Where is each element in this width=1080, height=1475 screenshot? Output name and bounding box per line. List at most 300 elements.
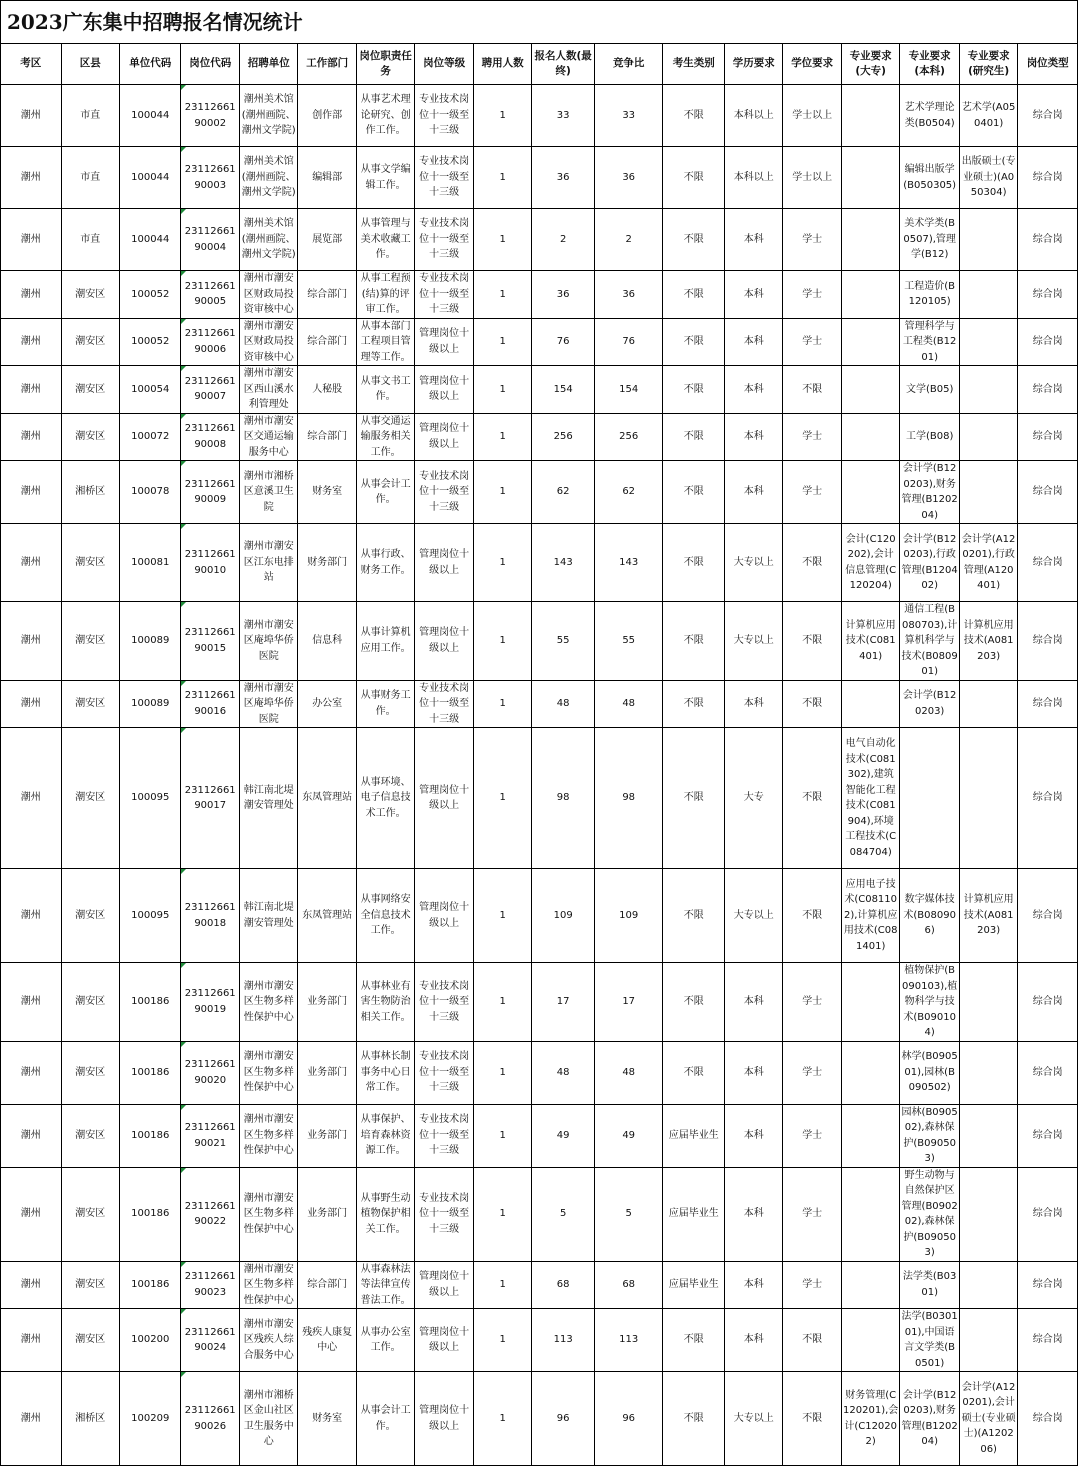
column-header: 考生类别 [663,44,725,85]
table-cell: 计算机应用技术(A081203) [959,869,1017,963]
table-cell: 管理岗位十级以上 [415,1261,473,1309]
table-cell: 33 [594,85,663,147]
column-header: 岗位代码 [181,44,239,85]
table-cell: 综合部门 [298,413,356,461]
table-cell: 17 [594,963,663,1042]
table-cell [959,318,1017,366]
table-cell: 100052 [119,271,181,319]
table-cell [841,1041,899,1104]
table-cell: 管理岗位十级以上 [415,1309,473,1372]
table-cell: 1 [473,413,531,461]
table-cell: 综合岗 [1018,413,1078,461]
table-cell: 潮安区 [61,1309,119,1372]
table-body [1,85,1078,1466]
table-cell: 不限 [783,869,841,963]
table-row [1,209,1078,271]
table-cell: 潮安区 [61,680,119,728]
table-cell: 潮州市潮安区交通运输服务中心 [239,413,297,461]
table-cell: 专业技术岗位十一级至十三级 [415,1104,473,1167]
table-cell: 1 [473,318,531,366]
table-row [1,963,1078,1042]
table-cell: 潮州市潮安区西山溪水利管理处 [239,366,297,414]
table-cell: 综合岗 [1018,147,1078,209]
table-cell: 55 [594,602,663,681]
table-cell: 2311266190003 [181,147,239,209]
table-cell: 潮州 [1,1261,62,1309]
table-row [1,680,1078,728]
table-cell: 2311266190019 [181,963,239,1042]
table-cell: 1 [473,869,531,963]
table-cell: 从事会计工作。 [356,1372,414,1466]
table-cell: 98 [532,728,595,869]
table-cell: 2311266190023 [181,1261,239,1309]
table-cell: 100186 [119,963,181,1042]
column-header: 专业要求(本科) [900,44,959,85]
table-cell: 1 [473,271,531,319]
table-cell: 管理岗位十级以上 [415,602,473,681]
table-cell [841,1309,899,1372]
table-cell: 野生动物与自然保护区管理(B090202),森林保护(B090503) [900,1167,959,1261]
table-cell: 96 [532,1372,595,1466]
table-cell: 本科以上 [724,147,782,209]
table-cell: 大专以上 [724,602,782,681]
column-header: 竞争比 [594,44,663,85]
table-cell: 专业技术岗位十一级至十三级 [415,461,473,524]
table-cell: 会计学(B120203),财务管理(B120204) [900,1372,959,1466]
table-cell: 应用电子技术(C081102),计算机应用技术(C081401) [841,869,899,963]
table-cell: 专业技术岗位十一级至十三级 [415,85,473,147]
table-cell: 2311266190026 [181,1372,239,1466]
table-cell: 展览部 [298,209,356,271]
table-cell: 256 [532,413,595,461]
table-cell: 本科 [724,963,782,1042]
table-cell: 76 [532,318,595,366]
table-cell: 潮州市湘桥区意溪卫生院 [239,461,297,524]
table-cell: 综合岗 [1018,602,1078,681]
column-header: 岗位职责任务 [356,44,414,85]
table-cell: 潮安区 [61,366,119,414]
table-cell: 从事会计工作。 [356,461,414,524]
table-cell: 学士 [783,209,841,271]
table-cell: 潮州市潮安区生物多样性保护中心 [239,963,297,1042]
table-cell [841,461,899,524]
table-cell: 不限 [783,1372,841,1466]
recruitment-table [0,43,1078,1466]
table-cell: 大专以上 [724,869,782,963]
table-cell: 113 [532,1309,595,1372]
table-cell: 不限 [663,1309,725,1372]
table-cell: 财务部门 [298,524,356,602]
table-cell: 办公室 [298,680,356,728]
table-cell: 不限 [663,413,725,461]
table-cell: 从事财务工作。 [356,680,414,728]
table-row [1,461,1078,524]
table-cell: 专业技术岗位十一级至十三级 [415,147,473,209]
table-cell [841,1261,899,1309]
table-cell [841,271,899,319]
table-cell [841,1104,899,1167]
table-cell: 应届毕业生 [663,1104,725,1167]
table-cell: 本科 [724,1041,782,1104]
table-cell [959,1261,1017,1309]
table-row [1,318,1078,366]
table-cell: 100044 [119,147,181,209]
table-cell: 不限 [663,147,725,209]
table-cell: 潮州市潮安区生物多样性保护中心 [239,1104,297,1167]
table-cell: 会计学(B120203),财务管理(B120204) [900,461,959,524]
table-cell: 本科 [724,1261,782,1309]
table-cell: 综合岗 [1018,1261,1078,1309]
table-row [1,728,1078,869]
table-cell: 62 [594,461,663,524]
table-cell: 学士 [783,1104,841,1167]
table-cell: 综合岗 [1018,1041,1078,1104]
table-cell: 潮州 [1,147,62,209]
table-cell: 会计学(A120201),行政管理(A120401) [959,524,1017,602]
table-cell: 潮安区 [61,869,119,963]
table-cell: 法学(B030101),中国语言文学类(B0501) [900,1309,959,1372]
table-cell: 2311266190009 [181,461,239,524]
table-cell: 不限 [663,728,725,869]
table-cell: 100052 [119,318,181,366]
table-cell: 综合岗 [1018,1104,1078,1167]
table-cell: 业务部门 [298,1041,356,1104]
table-cell: 100078 [119,461,181,524]
table-cell [959,271,1017,319]
table-cell: 潮州 [1,869,62,963]
table-cell: 管理岗位十级以上 [415,869,473,963]
table-cell: 潮州 [1,461,62,524]
table-cell: 潮州 [1,1104,62,1167]
table-cell: 潮州 [1,413,62,461]
table-cell: 49 [532,1104,595,1167]
table-cell: 100089 [119,602,181,681]
table-cell: 市直 [61,209,119,271]
table-cell: 154 [594,366,663,414]
table-cell: 综合岗 [1018,524,1078,602]
table-cell: 管理岗位十级以上 [415,1372,473,1466]
table-cell: 本科 [724,366,782,414]
table-cell: 会计学(B120203),行政管理(B120402) [900,524,959,602]
table-cell: 不限 [783,728,841,869]
table-cell: 潮州市潮安区生物多样性保护中心 [239,1167,297,1261]
table-cell: 学士 [783,318,841,366]
table-cell: 109 [594,869,663,963]
table-cell: 综合岗 [1018,85,1078,147]
table-cell: 1 [473,1261,531,1309]
table-cell: 不限 [663,209,725,271]
table-cell [959,963,1017,1042]
table-cell: 从事文书工作。 [356,366,414,414]
table-cell: 本科 [724,1309,782,1372]
table-cell: 不限 [783,366,841,414]
table-cell: 100200 [119,1309,181,1372]
table-cell: 综合部门 [298,271,356,319]
table-cell: 综合岗 [1018,1167,1078,1261]
table-cell: 会计学(B120203) [900,680,959,728]
table-cell: 残疾人康复中心 [298,1309,356,1372]
table-cell: 创作部 [298,85,356,147]
table-cell: 潮州 [1,680,62,728]
table-cell: 综合岗 [1018,318,1078,366]
table-cell: 潮州美术馆(潮州画院、潮州文学院) [239,85,297,147]
table-cell: 编辑部 [298,147,356,209]
table-cell: 会计学(A120201),会计硕士(专业硕士)(A120206) [959,1372,1017,1466]
table-cell: 100044 [119,209,181,271]
table-cell: 学士 [783,271,841,319]
table-cell: 2311266190020 [181,1041,239,1104]
table-cell: 143 [594,524,663,602]
table-cell [959,728,1017,869]
table-cell: 100054 [119,366,181,414]
table-cell: 从事本部门工程项目管理等工作。 [356,318,414,366]
table-cell: 36 [594,147,663,209]
table-cell: 100209 [119,1372,181,1466]
table-cell: 专业技术岗位十一级至十三级 [415,1167,473,1261]
table-row [1,85,1078,147]
table-cell: 不限 [663,963,725,1042]
table-cell: 本科 [724,680,782,728]
table-cell: 市直 [61,85,119,147]
table-cell: 不限 [663,869,725,963]
table-cell: 本科以上 [724,85,782,147]
table-cell: 109 [532,869,595,963]
table-cell: 本科 [724,271,782,319]
table-cell: 从事行政、财务工作。 [356,524,414,602]
table-cell: 1 [473,366,531,414]
table-cell: 应届毕业生 [663,1167,725,1261]
table-cell: 人秘股 [298,366,356,414]
table-cell: 综合部门 [298,318,356,366]
table-cell: 潮安区 [61,1167,119,1261]
table-cell: 业务部门 [298,1167,356,1261]
table-row [1,524,1078,602]
column-header: 岗位等级 [415,44,473,85]
table-row [1,1041,1078,1104]
table-cell [841,963,899,1042]
table-cell: 潮州市潮安区财政局投资审核中心 [239,318,297,366]
table-cell [959,1041,1017,1104]
table-cell: 从事环境、电子信息技术工作。 [356,728,414,869]
table-cell: 不限 [663,680,725,728]
table-cell: 17 [532,963,595,1042]
table-cell: 财务管理(C120201),会计(C120202) [841,1372,899,1466]
table-cell: 不限 [663,461,725,524]
table-cell: 综合岗 [1018,1309,1078,1372]
table-cell: 本科 [724,1104,782,1167]
table-row [1,271,1078,319]
table-cell: 不限 [663,524,725,602]
table-cell: 综合部门 [298,1261,356,1309]
table-cell [841,85,899,147]
table-cell: 96 [594,1372,663,1466]
table-cell: 园林(B090502),森林保护(B090503) [900,1104,959,1167]
table-cell: 潮州市湘桥区金山社区卫生服务中心 [239,1372,297,1466]
table-cell: 韩江南北堤潮安管理处 [239,869,297,963]
table-cell: 100186 [119,1261,181,1309]
column-header: 报名人数(最终) [532,44,595,85]
table-cell: 55 [532,602,595,681]
table-cell: 不限 [783,680,841,728]
table-cell: 专业技术岗位十一级至十三级 [415,209,473,271]
table-cell: 2311266190002 [181,85,239,147]
table-cell: 林学(B090501),园林(B090502) [900,1041,959,1104]
table-cell: 工学(B08) [900,413,959,461]
table-row [1,869,1078,963]
table-cell: 本科 [724,413,782,461]
table-cell: 143 [532,524,595,602]
column-header: 专业要求(研究生) [959,44,1017,85]
table-cell: 工程造价(B120105) [900,271,959,319]
table-cell: 美术学类(B0507),管理学(B12) [900,209,959,271]
table-cell: 潮州 [1,1041,62,1104]
table-cell: 潮州 [1,963,62,1042]
table-cell: 本科 [724,1167,782,1261]
table-cell: 信息科 [298,602,356,681]
column-header: 招聘单位 [239,44,297,85]
table-row [1,1104,1078,1167]
table-cell: 49 [594,1104,663,1167]
table-cell: 1 [473,209,531,271]
table-cell: 2311266190018 [181,869,239,963]
table-cell [841,1167,899,1261]
table-cell: 2311266190017 [181,728,239,869]
table-cell: 学士 [783,1041,841,1104]
table-cell: 98 [594,728,663,869]
table-cell: 学士 [783,963,841,1042]
table-cell [959,1309,1017,1372]
table-cell: 管理岗位十级以上 [415,413,473,461]
table-row [1,1309,1078,1372]
table-cell: 100072 [119,413,181,461]
table-cell: 2311266190007 [181,366,239,414]
table-cell: 62 [532,461,595,524]
table-cell: 5 [594,1167,663,1261]
table-cell: 256 [594,413,663,461]
table-cell: 100044 [119,85,181,147]
table-cell: 财务室 [298,461,356,524]
table-cell: 5 [532,1167,595,1261]
table-cell: 潮州 [1,524,62,602]
table-cell: 潮州美术馆(潮州画院、潮州文学院) [239,147,297,209]
table-cell: 潮州 [1,728,62,869]
table-cell: 不限 [783,602,841,681]
table-row [1,1372,1078,1466]
table-cell: 潮州市潮安区庵埠华侨医院 [239,602,297,681]
table-cell: 不限 [663,1041,725,1104]
table-cell: 东凤管理站 [298,869,356,963]
table-cell: 潮州 [1,318,62,366]
table-cell: 潮安区 [61,413,119,461]
table-cell: 综合岗 [1018,366,1078,414]
table-cell: 2311266190024 [181,1309,239,1372]
table-cell: 从事野生动植物保护相关工作。 [356,1167,414,1261]
table-cell: 潮安区 [61,318,119,366]
table-cell: 学士 [783,1167,841,1261]
table-row [1,366,1078,414]
table-cell: 潮州 [1,271,62,319]
table-cell: 2311266190008 [181,413,239,461]
column-header: 区县 [61,44,119,85]
table-cell: 法学类(B0301) [900,1261,959,1309]
table-cell: 113 [594,1309,663,1372]
table-cell: 综合岗 [1018,461,1078,524]
table-cell: 本科 [724,209,782,271]
table-cell: 综合岗 [1018,209,1078,271]
table-cell: 韩江南北堤潮安管理处 [239,728,297,869]
table-cell: 不限 [663,318,725,366]
table-cell: 潮州市潮安区残疾人综合服务中心 [239,1309,297,1372]
table-cell: 潮安区 [61,271,119,319]
table-cell: 从事保护、培育森林资源工作。 [356,1104,414,1167]
table-cell: 100095 [119,728,181,869]
table-cell: 潮州 [1,602,62,681]
page-title: 2023广东集中招聘报名情况统计 [0,0,1078,44]
table-cell: 专业技术岗位十一级至十三级 [415,1041,473,1104]
table-cell: 不限 [663,602,725,681]
table-cell: 潮安区 [61,602,119,681]
table-cell: 36 [532,147,595,209]
table-cell: 业务部门 [298,1104,356,1167]
table-cell: 从事森林法等法律宣传普法工作。 [356,1261,414,1309]
table-cell: 学士 [783,413,841,461]
table-cell: 管理岗位十级以上 [415,366,473,414]
table-cell: 专业技术岗位十一级至十三级 [415,680,473,728]
table-cell: 管理岗位十级以上 [415,318,473,366]
table-cell: 从事工程预(结)算的评审工作。 [356,271,414,319]
table-cell: 1 [473,680,531,728]
table-cell [841,318,899,366]
table-cell: 不限 [663,1372,725,1466]
table-row [1,413,1078,461]
table-cell: 从事艺术理论研究、创作工作。 [356,85,414,147]
table-cell: 2311266190021 [181,1104,239,1167]
table-cell: 潮州美术馆(潮州画院、潮州文学院) [239,209,297,271]
table-cell [959,366,1017,414]
table-cell: 电气自动化技术(C081302),建筑智能化工程技术(C081904),环境工程技术(C084704) [841,728,899,869]
table-cell: 计算机应用技术(C081401) [841,602,899,681]
table-row [1,1167,1078,1261]
table-cell: 1 [473,1104,531,1167]
table-cell: 潮州市潮安区生物多样性保护中心 [239,1041,297,1104]
table-cell: 大专以上 [724,524,782,602]
table-cell: 2311266190015 [181,602,239,681]
table-cell [959,1104,1017,1167]
table-cell: 湘桥区 [61,461,119,524]
table-cell: 48 [532,680,595,728]
table-cell: 潮州市潮安区庵埠华侨医院 [239,680,297,728]
table-cell: 从事办公室工作。 [356,1309,414,1372]
table-cell: 从事网络安全信息技术工作。 [356,869,414,963]
table-cell: 100095 [119,869,181,963]
table-cell: 2311266190022 [181,1167,239,1261]
table-cell: 潮安区 [61,1104,119,1167]
table-cell: 文学(B05) [900,366,959,414]
table-cell: 潮州 [1,85,62,147]
table-cell: 68 [594,1261,663,1309]
table-cell: 潮安区 [61,1041,119,1104]
table-cell [959,209,1017,271]
table-cell: 潮安区 [61,524,119,602]
table-cell: 学士以上 [783,85,841,147]
table-cell: 出版硕士(专业硕士)(A050304) [959,147,1017,209]
table-cell: 2311266190016 [181,680,239,728]
table-cell: 36 [532,271,595,319]
table-cell [841,366,899,414]
table-cell [959,1167,1017,1261]
table-cell: 1 [473,1372,531,1466]
table-cell [959,680,1017,728]
